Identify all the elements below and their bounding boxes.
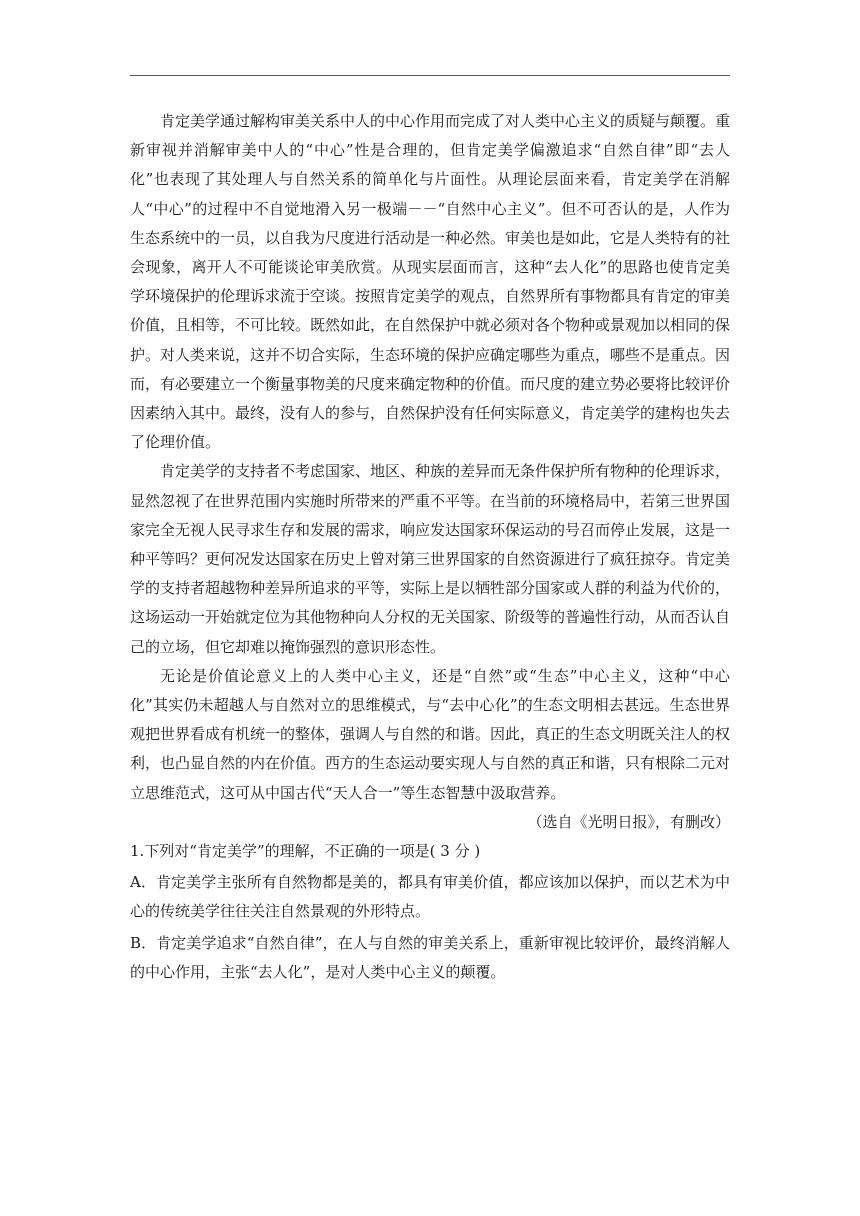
article-paragraph-3: 无论是价值论意义上的人类中心主义，还是“自然”或“生态”中心主义，这种“中心化”其实仍未超越人与自然对立的思维模式，与“去中心化”的生态文明相去甚远。生态世界观把世界看成有机统一的整体，强调人与自然的和谐。因此，真正的生态文明既关注人的权利，也凸显自然的内在价值。西方的生态运动要实现人与自然的真正和谐，只有根除二元对立思维范式，这可从中国古代“天人合一”等生态智慧中汲取营养。	[130, 666, 731, 802]
article-paragraph-1: 肯定美学通过解构审美关系中人的中心作用而完成了对人类中心主义的质疑与颠覆。重新审视并消解审美中人的“中心”性是合理的，但肯定美学偏激追求“自然自律”即“去人化”也表现了其处理人与自然关系的简单化与片面性。从理论层面来看，肯定美学在消解人“中心”的过程中不自觉地滑入另一极端－－“自然中心主义”。但不可否认的是，人作为生态系统中的一员，以自我为尺度进行活动是一种必然。审美也是如此，它是人类特有的社会现象，离开人不可能谈论审美欣赏。从现实层面而言，这种“去人化”的思路也使肯定美学环境保护的伦理诉求流于空谈。按照肯定美学的观点，自然界所有事物都具有肯定的审美价值，且相等，不可比较。既然如此，在自然保护中就必须对各个物种或景观加以相同的保护。对人类来说，这并不切合实际，生态环境的保护应确定哪些为重点，哪些不是重点。因而，有必要建立一个衡量事物美的尺度来确定物种的价值。而尺度的建立势必要将比较评价因素纳入其中。最终，没有人的参与，自然保护没有任何实际意义，肯定美学的建构也失去了伦理价值。	[130, 112, 731, 452]
document-body	[130, 107, 730, 987]
article-source: （选自《光明日报》，有删改）	[527, 812, 730, 831]
question-option-b: B．肯定美学追求“自然自律”，在人与自然的审美关系上，重新审视比较评价，最终消解人的中心作用，主张“去人化”，是对人类中心主义的颠覆。	[130, 933, 730, 981]
header-rule	[130, 75, 730, 76]
article-paragraph-2: 肯定美学的支持者不考虑国家、地区、种族的差异而无条件保护所有物种的伦理诉求，显然忽视了在世界范围内实施时所带来的严重不平等。在当前的环境格局中，若第三世界国家完全无视人民寻求生存和发展的需求，响应发达国家环保运动的号召而停止发展，这是一种平等吗？更何况发达国家在历史上曾对第三世界国家的自然资源进行了疯狂掠夺。肯定美学的支持者超越物种差异所追求的平等，实际上是以牺牲部分国家或人群的利益为代价的，这场运动一开始就定位为其他物种向人分权的无关国家、阶级等的普遍性行动，从而否认自己的立场，但它却难以掩饰强烈的意识形态性。	[130, 462, 731, 656]
question-stem: 1.下列对“肯定美学”的理解，不正确的一项是( 3 分 )	[130, 842, 481, 861]
question-option-a: A．肯定美学主张所有自然物都是美的，都具有审美价值，都应该加以保护，而以艺术为中心的传统美学往往关注自然景观的外形特点。	[130, 873, 730, 921]
